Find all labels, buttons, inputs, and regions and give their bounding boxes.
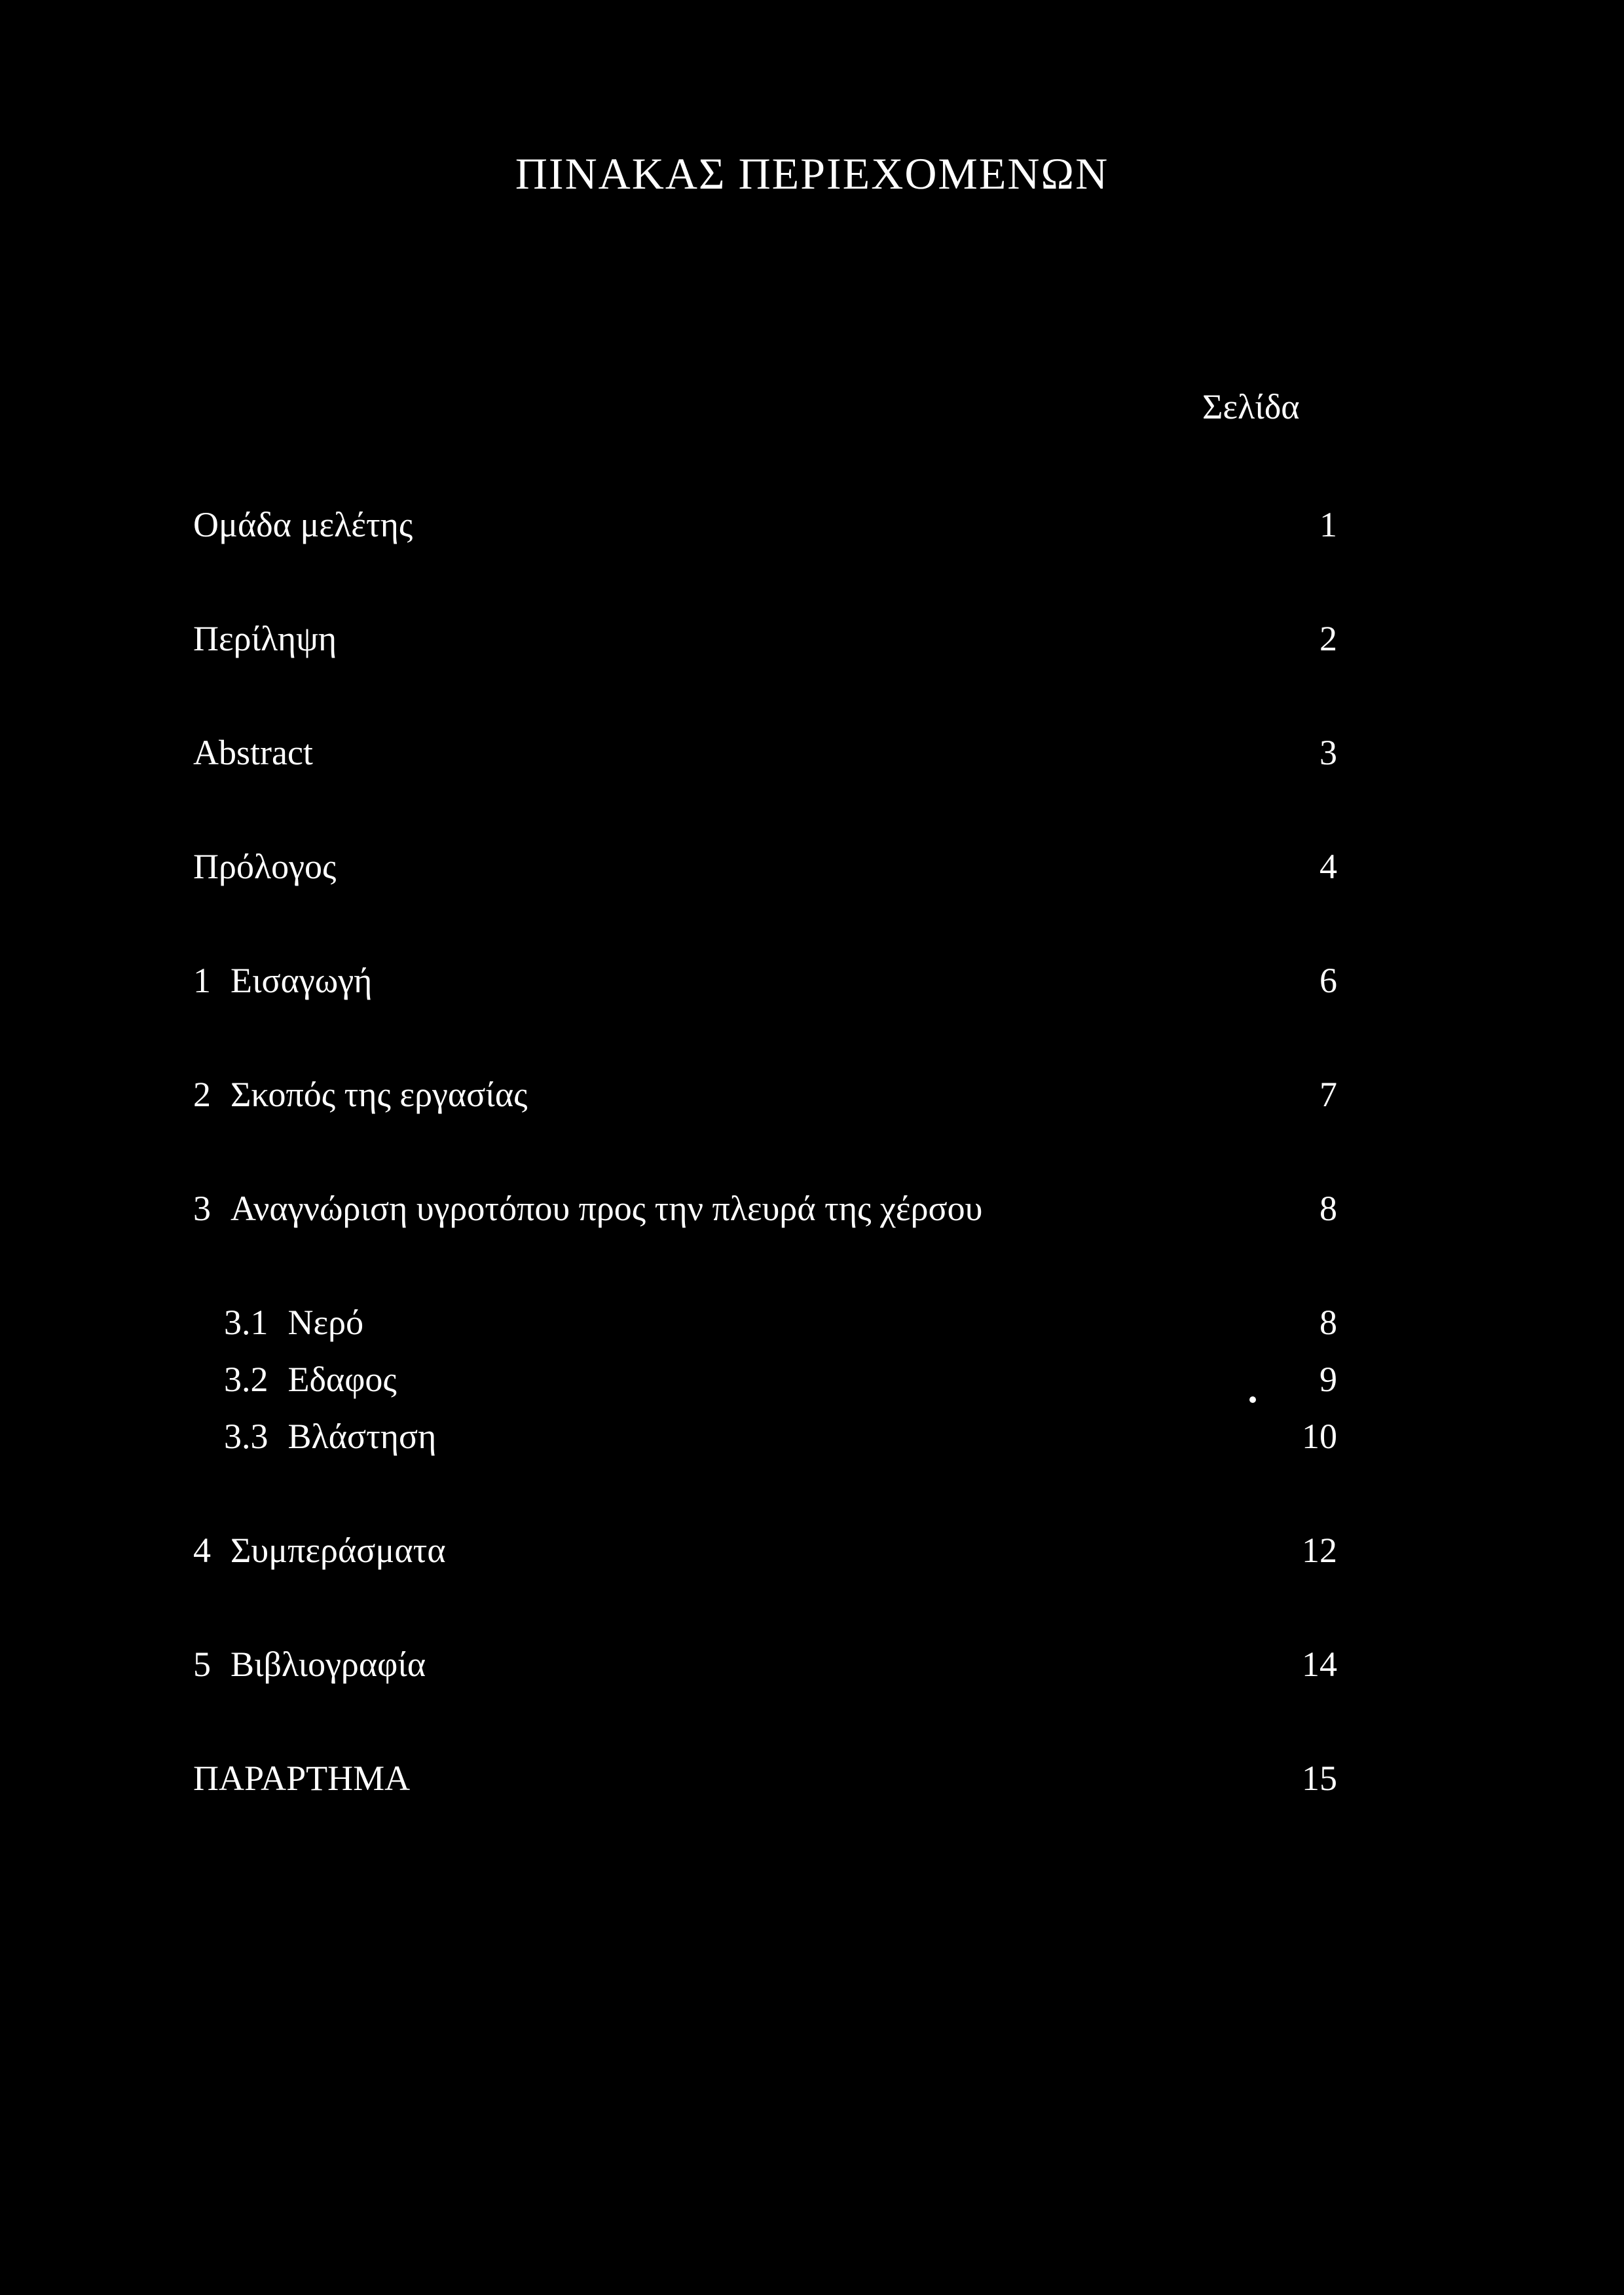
toc-entry [0,1527,1624,1573]
toc-entry-page: 6 [1320,961,1337,1000]
toc-subentry [0,1299,1624,1345]
toc-entry [0,730,1624,775]
toc-entry [0,958,1624,1003]
page-title: ΠΙΝΑΚΑΣ ΠΕΡΙΕΧΟΜΕΝΩΝ [515,149,1109,198]
toc-entry-number: 2 [193,1075,211,1114]
toc-entry-label: Συμπεράσματα [231,1531,446,1570]
toc-entry-label: Εδαφος [287,1360,397,1399]
toc-entry-label: ΠΑΡΑΡΤΗΜΑ [193,1759,411,1798]
toc-entry-label: Βιβλιογραφία [231,1645,426,1684]
toc-entry-label: Abstract [193,733,313,772]
toc-entry-number: 4 [193,1531,211,1570]
toc-entry [0,844,1624,889]
toc-entry [0,1185,1624,1231]
toc-subentry [0,1413,1624,1459]
toc-entry [0,616,1624,662]
toc-entry [0,1755,1624,1801]
toc-entry-label: Ομάδα μελέτης [193,505,413,544]
toc-entry [0,502,1624,548]
toc-entry-page: 8 [1320,1303,1337,1342]
toc-entry-page: 7 [1320,1075,1337,1114]
toc-entry-page: 14 [1302,1645,1337,1684]
toc-entry-number: 3 [193,1189,211,1228]
toc-entry-page: 9 [1320,1360,1337,1399]
toc-entry [0,1641,1624,1687]
toc-entry-label: Περίληψη [193,619,337,658]
toc-entry-page: 10 [1302,1417,1337,1456]
toc-entry-label: Πρόλογος [193,847,337,886]
toc-subentry [0,1356,1624,1402]
toc-entry-number: 3.2 [224,1360,268,1399]
toc-entry-number: 3.3 [224,1417,268,1456]
toc-entry-page: 4 [1320,847,1337,886]
toc-entry [0,1072,1624,1117]
toc-entry-page: 12 [1302,1531,1337,1570]
toc-entry-number: 5 [193,1645,211,1684]
toc-entry-label: Βλάστηση [287,1417,437,1456]
toc-entry-page: 8 [1320,1189,1337,1228]
toc-entry-page: 15 [1302,1759,1337,1798]
toc-entry-page: 2 [1320,619,1337,658]
toc-entry-page: 1 [1320,505,1337,544]
scan-speck [1249,1396,1256,1403]
toc-entry-label: Αναγνώριση υγροτόπου προς την πλευρά της χέρσου [231,1189,983,1228]
toc-entry-label: Εισαγωγή [231,961,373,1000]
toc-entry-label: Σκοπός της εργασίας [231,1075,528,1114]
page-column-header: Σελίδα [1202,387,1300,426]
toc-entry-label: Νερό [287,1303,364,1342]
toc-entry-number: 3.1 [224,1303,268,1342]
toc-entry-number: 1 [193,961,211,1000]
toc-entry-page: 3 [1320,733,1337,772]
